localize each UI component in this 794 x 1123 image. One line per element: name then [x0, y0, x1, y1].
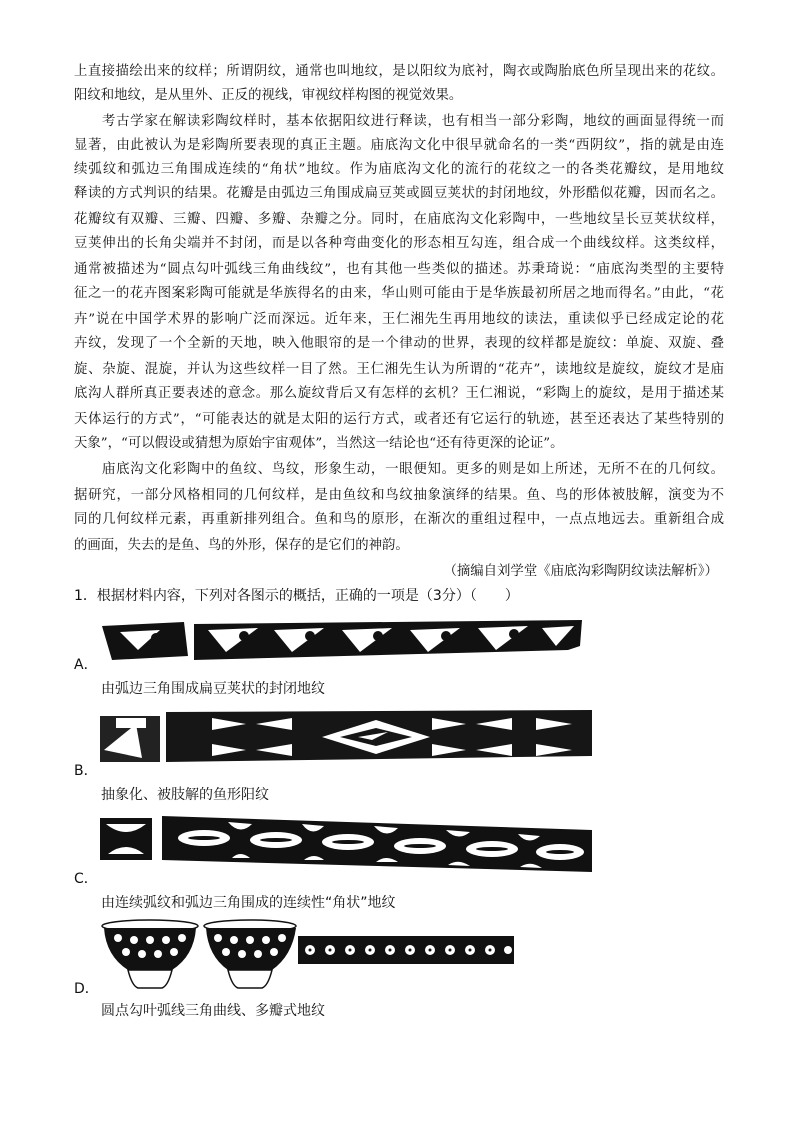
passage-line: 阳纹和地纹，是从里外、正反的视线，审视纹样构图的视觉效果。	[74, 88, 463, 103]
option-a-image	[98, 616, 584, 664]
passage-line: 天象”，“可以假设或猜想为原始宇宙观体”，当然这一结论也“还有待更深的论证”。	[74, 436, 564, 451]
passage-line: 通常被描述为“圆点勾叶弧线三角曲线纹”，也有其他一些类似的描述。苏秉琦说：“庙底沟类型的主要特	[74, 262, 724, 277]
passage-line: 的画面，失去的是鱼、鸟的外形，保存的是它们的神韵。	[74, 538, 409, 553]
question-number: 1．	[74, 588, 97, 604]
option-d-text: 圆点勾叶弧线三角曲线、多瓣式地纹	[101, 1003, 325, 1019]
passage-line: 显著，由此被认为是彩陶所要表现的真正主题。庙底沟文化中很早就命名的一类“西阴纹”，指的就是由连	[74, 138, 724, 153]
passage-line: 天体运行的方式”，“可能表达的就是太阳的运行方式，或者还有它运行的轨迹，甚至还表达了某些特别的	[74, 412, 724, 427]
passage-line: 据研究，一部分风格相同的几何纹样，是由鱼纹和鸟纹抽象演绎的结果。鱼、鸟的形体被肢解，演变为不	[74, 488, 724, 503]
option-b-text: 抽象化、被肢解的鱼形阳纹	[101, 787, 269, 803]
passage-line: 上直接描绘出来的纹样；所谓阴纹，通常也叫地纹，是以阳纹为底衬，陶衣或陶胎底色所呈现出来的花纹。	[74, 64, 724, 79]
passage-line: 旋、杂旋、混旋，并认为这些纹样一目了然。王仁湘先生认为所谓的“花卉”，读地纹是旋纹，旋纹才是庙	[74, 362, 724, 377]
question-text: 根据材料内容，下列对各图示的概括，正确的一项是（3分）（ ）	[96, 588, 519, 604]
passage-line: 庙底沟文化彩陶中的鱼纹、鸟纹，形象生动，一眼便知。更多的则是如上所述，无所不在的几何纹。	[102, 462, 724, 477]
option-a-text: 由弧边三角围成扁豆荚状的封闭地纹	[101, 681, 325, 697]
option-c-letter: C．	[74, 871, 98, 887]
option-d-letter: D．	[74, 981, 99, 997]
passage-line: 释读的方式判识的结果。花瓣是由弧边三角围成扁豆荚或圆豆荚状的封闭地纹，外形酷似花瓣，因而名之。	[74, 186, 724, 201]
passage-line: 卉纹，发现了一个全新的天地，映入他眼帘的是一个律动的世界，表现的纹样都是旋纹：单旋、双旋、叠	[74, 336, 724, 351]
passage-line: 征之一的花卉图案彩陶可能就是华族得名的由来，华山则可能由于是华族最初所居之地而得名。”由此，“花	[74, 286, 724, 301]
option-a-letter: A．	[74, 657, 98, 673]
option-d-image	[98, 916, 516, 990]
question-stem	[74, 584, 519, 608]
option-b-image	[96, 706, 594, 768]
passage-source: （摘编自刘学堂《庙底沟彩陶阴纹读法解析》）	[443, 564, 718, 579]
passage-line: 豆荚伸出的长角尖端并不封闭，而是以各种弯曲变化的形态相互勾连，组合成一个曲线纹样。这类纹样，	[74, 236, 724, 251]
passage-line: 花瓣纹有双瓣、三瓣、四瓣、多瓣、杂瓣之分。同时，在庙底沟文化彩陶中，一些地纹呈长豆荚状纹样，	[74, 212, 724, 227]
option-c-image	[98, 810, 594, 876]
option-b-letter: B．	[74, 763, 98, 779]
passage-line: 卉”说在中国学术界的影响广泛而深远。近年来，王仁湘先生再用地纹的读法，重读似乎已经成定论的花	[74, 312, 724, 327]
passage-line: 底沟人群所真正要表述的意念。那么旋纹背后又有怎样的玄机？王仁湘说，“彩陶上的旋纹，是用于描述某	[74, 386, 724, 401]
passage-line: 考古学家在解读彩陶纹样时，基本依据阳纹进行释读，也有相当一部分彩陶，地纹的画面显得统一而	[102, 114, 724, 129]
option-c-text: 由连续弧纹和弧边三角围成的连续性“角状”地纹	[101, 895, 396, 911]
passage-line: 续弧纹和弧边三角围成连续的“角状”地纹。作为庙底沟文化的流行的花纹之一的各类花瓣纹，是用地纹	[74, 162, 724, 177]
passage-line: 同的几何纹样元素，再重新排列组合。鱼和鸟的原形，在渐次的重组过程中，一点点地远去。重新组合成	[74, 512, 724, 527]
